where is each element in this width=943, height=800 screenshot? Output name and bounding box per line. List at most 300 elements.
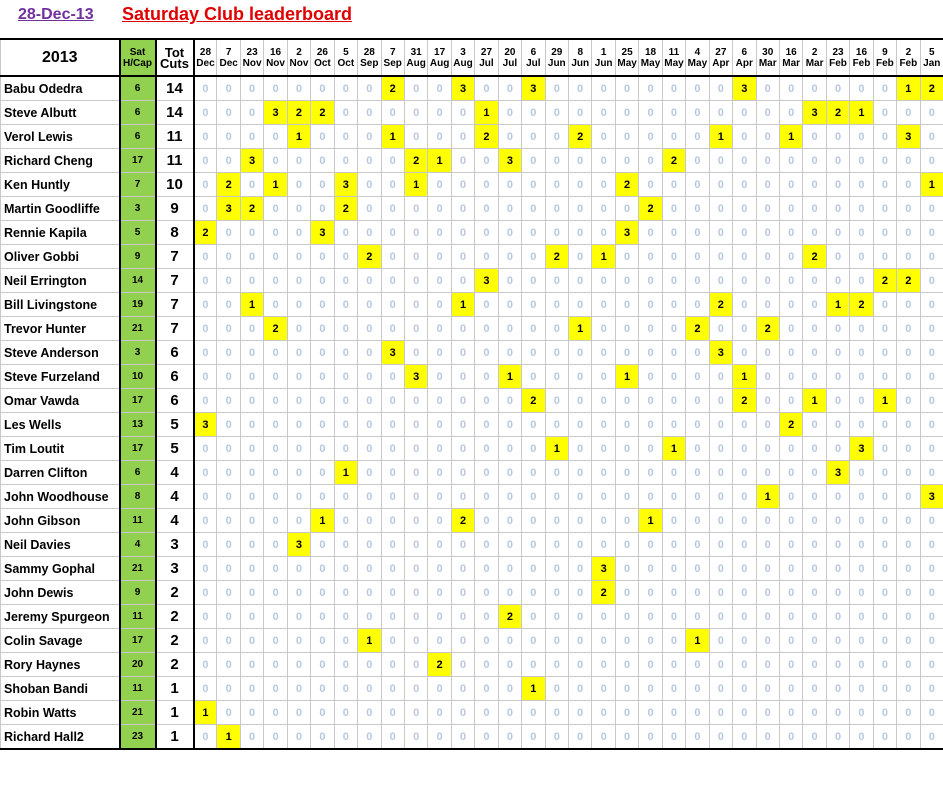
player-handicap[interactable]: 14 [120, 269, 156, 293]
cut-cell[interactable]: 0 [287, 461, 310, 485]
player-total-cuts[interactable]: 5 [156, 437, 194, 461]
date-header[interactable] [217, 39, 240, 76]
cut-cell[interactable]: 2 [287, 101, 310, 125]
cut-cell[interactable]: 0 [779, 389, 802, 413]
cut-cell[interactable]: 0 [850, 125, 873, 149]
cut-cell[interactable]: 0 [897, 461, 920, 485]
cut-cell[interactable]: 0 [686, 76, 709, 101]
cut-cell[interactable]: 0 [240, 389, 263, 413]
cut-cell[interactable]: 0 [826, 605, 849, 629]
cut-cell[interactable]: 0 [569, 173, 592, 197]
cut-cell[interactable]: 0 [897, 173, 920, 197]
cut-cell[interactable]: 0 [498, 293, 521, 317]
cut-cell[interactable]: 0 [569, 197, 592, 221]
cut-cell[interactable]: 0 [615, 76, 638, 101]
cut-cell[interactable]: 0 [615, 509, 638, 533]
cut-cell[interactable]: 0 [311, 317, 334, 341]
player-total-cuts[interactable]: 3 [156, 557, 194, 581]
cut-cell[interactable]: 3 [733, 76, 756, 101]
cut-cell[interactable]: 0 [733, 653, 756, 677]
hcap-header[interactable] [120, 39, 156, 76]
cut-cell[interactable]: 2 [615, 173, 638, 197]
cut-cell[interactable]: 0 [873, 485, 896, 509]
cut-cell[interactable]: 0 [428, 341, 451, 365]
player-name[interactable]: Babu Odedra [1, 76, 120, 101]
cut-cell[interactable]: 0 [334, 509, 357, 533]
cut-cell[interactable]: 0 [850, 509, 873, 533]
cut-cell[interactable]: 0 [826, 197, 849, 221]
cut-cell[interactable]: 0 [709, 581, 732, 605]
player-handicap[interactable]: 17 [120, 437, 156, 461]
cut-cell[interactable]: 0 [662, 629, 685, 653]
cut-cell[interactable]: 0 [240, 269, 263, 293]
cut-cell[interactable]: 0 [545, 269, 568, 293]
cut-cell[interactable]: 0 [756, 653, 779, 677]
cut-cell[interactable]: 0 [358, 317, 381, 341]
cut-cell[interactable]: 0 [615, 197, 638, 221]
cut-cell[interactable]: 0 [897, 149, 920, 173]
cut-cell[interactable]: 0 [498, 245, 521, 269]
player-total-cuts[interactable]: 3 [156, 533, 194, 557]
cut-cell[interactable]: 0 [686, 509, 709, 533]
cut-cell[interactable]: 0 [194, 677, 217, 701]
cut-cell[interactable]: 0 [756, 629, 779, 653]
cut-cell[interactable]: 0 [311, 245, 334, 269]
cut-cell[interactable]: 0 [311, 125, 334, 149]
cut-cell[interactable]: 0 [498, 629, 521, 653]
cut-cell[interactable]: 0 [428, 317, 451, 341]
cut-cell[interactable]: 0 [404, 581, 427, 605]
cut-cell[interactable]: 0 [850, 485, 873, 509]
cut-cell[interactable]: 0 [686, 605, 709, 629]
cut-cell[interactable]: 0 [404, 725, 427, 750]
cut-cell[interactable]: 0 [498, 437, 521, 461]
cut-cell[interactable]: 0 [709, 221, 732, 245]
cut-cell[interactable]: 3 [381, 341, 404, 365]
cut-cell[interactable]: 0 [358, 557, 381, 581]
date-header[interactable] [662, 39, 685, 76]
cut-cell[interactable]: 0 [358, 269, 381, 293]
cut-cell[interactable]: 0 [920, 389, 943, 413]
cut-cell[interactable]: 0 [756, 413, 779, 437]
cut-cell[interactable]: 0 [733, 581, 756, 605]
cut-cell[interactable]: 0 [686, 245, 709, 269]
cut-cell[interactable]: 0 [498, 221, 521, 245]
cut-cell[interactable]: 0 [498, 173, 521, 197]
date-header[interactable] [334, 39, 357, 76]
cut-cell[interactable]: 0 [264, 605, 287, 629]
cut-cell[interactable]: 0 [498, 653, 521, 677]
cut-cell[interactable]: 0 [334, 725, 357, 750]
cut-cell[interactable]: 0 [451, 269, 474, 293]
cut-cell[interactable]: 3 [803, 101, 826, 125]
cut-cell[interactable]: 0 [287, 341, 310, 365]
cut-cell[interactable]: 0 [592, 173, 615, 197]
cut-cell[interactable]: 0 [850, 269, 873, 293]
cut-cell[interactable]: 0 [287, 581, 310, 605]
cut-cell[interactable]: 0 [264, 197, 287, 221]
cut-cell[interactable]: 0 [404, 557, 427, 581]
cut-cell[interactable]: 0 [334, 485, 357, 509]
cut-cell[interactable]: 0 [194, 197, 217, 221]
cut-cell[interactable]: 0 [569, 653, 592, 677]
cut-cell[interactable]: 2 [522, 389, 545, 413]
cut-cell[interactable]: 0 [287, 413, 310, 437]
cut-cell[interactable]: 0 [756, 101, 779, 125]
cut-cell[interactable]: 0 [194, 149, 217, 173]
cut-cell[interactable]: 0 [217, 317, 240, 341]
cut-cell[interactable]: 0 [615, 677, 638, 701]
player-total-cuts[interactable]: 6 [156, 365, 194, 389]
cut-cell[interactable]: 0 [545, 461, 568, 485]
cut-cell[interactable]: 1 [639, 509, 662, 533]
date-header[interactable] [404, 39, 427, 76]
cut-cell[interactable]: 1 [826, 293, 849, 317]
cut-cell[interactable]: 0 [428, 125, 451, 149]
cut-cell[interactable]: 0 [639, 653, 662, 677]
cut-cell[interactable]: 0 [217, 293, 240, 317]
cut-cell[interactable]: 0 [756, 437, 779, 461]
cut-cell[interactable]: 0 [311, 76, 334, 101]
player-name[interactable]: Verol Lewis [1, 125, 120, 149]
cut-cell[interactable]: 0 [451, 437, 474, 461]
total-cuts-header[interactable] [156, 39, 194, 76]
cut-cell[interactable]: 0 [639, 245, 662, 269]
cut-cell[interactable]: 0 [920, 413, 943, 437]
cut-cell[interactable]: 2 [779, 413, 802, 437]
cut-cell[interactable]: 0 [592, 629, 615, 653]
cut-cell[interactable]: 0 [217, 341, 240, 365]
cut-cell[interactable]: 0 [662, 581, 685, 605]
cut-cell[interactable]: 0 [264, 725, 287, 750]
player-name[interactable]: Martin Goodliffe [1, 197, 120, 221]
cut-cell[interactable]: 0 [686, 365, 709, 389]
player-handicap[interactable]: 21 [120, 557, 156, 581]
cut-cell[interactable]: 0 [451, 701, 474, 725]
cut-cell[interactable]: 0 [358, 485, 381, 509]
date-header[interactable] [194, 39, 217, 76]
cut-cell[interactable]: 0 [615, 557, 638, 581]
cut-cell[interactable]: 0 [615, 413, 638, 437]
cut-cell[interactable]: 0 [756, 293, 779, 317]
cut-cell[interactable]: 0 [615, 605, 638, 629]
cut-cell[interactable]: 0 [287, 629, 310, 653]
cut-cell[interactable]: 0 [897, 725, 920, 750]
player-name[interactable]: Trevor Hunter [1, 317, 120, 341]
cut-cell[interactable]: 0 [545, 341, 568, 365]
cut-cell[interactable]: 0 [756, 581, 779, 605]
cut-cell[interactable]: 0 [686, 413, 709, 437]
cut-cell[interactable]: 0 [639, 341, 662, 365]
date-header[interactable] [240, 39, 263, 76]
cut-cell[interactable]: 0 [826, 677, 849, 701]
cut-cell[interactable]: 0 [264, 509, 287, 533]
cut-cell[interactable]: 0 [686, 389, 709, 413]
cut-cell[interactable]: 0 [615, 533, 638, 557]
cut-cell[interactable]: 0 [615, 389, 638, 413]
cut-cell[interactable]: 0 [662, 317, 685, 341]
cut-cell[interactable]: 0 [662, 389, 685, 413]
cut-cell[interactable]: 0 [287, 76, 310, 101]
player-total-cuts[interactable]: 9 [156, 197, 194, 221]
cut-cell[interactable]: 0 [498, 485, 521, 509]
cut-cell[interactable]: 0 [428, 533, 451, 557]
cut-cell[interactable]: 0 [545, 629, 568, 653]
cut-cell[interactable]: 0 [850, 221, 873, 245]
cut-cell[interactable]: 0 [850, 605, 873, 629]
cut-cell[interactable]: 0 [779, 677, 802, 701]
cut-cell[interactable]: 0 [475, 76, 498, 101]
player-total-cuts[interactable]: 7 [156, 317, 194, 341]
cut-cell[interactable]: 0 [194, 125, 217, 149]
cut-cell[interactable]: 0 [358, 413, 381, 437]
cut-cell[interactable]: 0 [779, 533, 802, 557]
cut-cell[interactable]: 0 [311, 725, 334, 750]
cut-cell[interactable]: 0 [920, 101, 943, 125]
cut-cell[interactable]: 0 [264, 293, 287, 317]
player-name[interactable]: Rory Haynes [1, 653, 120, 677]
cut-cell[interactable]: 0 [498, 509, 521, 533]
player-total-cuts[interactable]: 1 [156, 725, 194, 750]
cut-cell[interactable]: 0 [686, 557, 709, 581]
cut-cell[interactable]: 0 [428, 221, 451, 245]
cut-cell[interactable]: 0 [334, 533, 357, 557]
cut-cell[interactable]: 0 [475, 317, 498, 341]
player-name[interactable]: Neil Errington [1, 269, 120, 293]
cut-cell[interactable]: 0 [498, 76, 521, 101]
cut-cell[interactable]: 0 [381, 581, 404, 605]
cut-cell[interactable]: 0 [217, 533, 240, 557]
cut-cell[interactable]: 0 [428, 245, 451, 269]
player-name[interactable]: Steve Albutt [1, 101, 120, 125]
cut-cell[interactable]: 0 [428, 101, 451, 125]
cut-cell[interactable]: 0 [240, 317, 263, 341]
cut-cell[interactable]: 0 [240, 725, 263, 750]
cut-cell[interactable]: 0 [639, 413, 662, 437]
player-total-cuts[interactable]: 11 [156, 125, 194, 149]
cut-cell[interactable]: 0 [897, 605, 920, 629]
player-handicap[interactable]: 11 [120, 509, 156, 533]
cut-cell[interactable]: 0 [709, 365, 732, 389]
date-header[interactable] [287, 39, 310, 76]
cut-cell[interactable]: 0 [873, 125, 896, 149]
cut-cell[interactable]: 2 [662, 149, 685, 173]
cut-cell[interactable]: 0 [217, 485, 240, 509]
cut-cell[interactable]: 0 [779, 269, 802, 293]
cut-cell[interactable]: 0 [217, 149, 240, 173]
cut-cell[interactable]: 3 [592, 557, 615, 581]
cut-cell[interactable]: 0 [381, 533, 404, 557]
player-total-cuts[interactable]: 6 [156, 341, 194, 365]
cut-cell[interactable]: 0 [639, 173, 662, 197]
cut-cell[interactable]: 0 [287, 509, 310, 533]
cut-cell[interactable]: 0 [709, 509, 732, 533]
cut-cell[interactable]: 0 [756, 533, 779, 557]
cut-cell[interactable]: 0 [686, 677, 709, 701]
cut-cell[interactable]: 0 [733, 101, 756, 125]
cut-cell[interactable]: 0 [522, 557, 545, 581]
player-total-cuts[interactable]: 4 [156, 461, 194, 485]
player-name[interactable]: Bill Livingstone [1, 293, 120, 317]
player-name[interactable]: Omar Vawda [1, 389, 120, 413]
cut-cell[interactable]: 0 [334, 413, 357, 437]
cut-cell[interactable]: 0 [686, 293, 709, 317]
player-total-cuts[interactable]: 8 [156, 221, 194, 245]
cut-cell[interactable]: 0 [311, 653, 334, 677]
cut-cell[interactable]: 0 [756, 341, 779, 365]
cut-cell[interactable]: 0 [662, 533, 685, 557]
cut-cell[interactable]: 0 [334, 101, 357, 125]
cut-cell[interactable]: 0 [850, 149, 873, 173]
cut-cell[interactable]: 0 [639, 461, 662, 485]
cut-cell[interactable]: 0 [311, 605, 334, 629]
player-name[interactable]: Neil Davies [1, 533, 120, 557]
cut-cell[interactable]: 1 [264, 173, 287, 197]
cut-cell[interactable]: 0 [803, 197, 826, 221]
cut-cell[interactable]: 0 [779, 221, 802, 245]
cut-cell[interactable]: 0 [498, 125, 521, 149]
cut-cell[interactable]: 3 [194, 413, 217, 437]
cut-cell[interactable]: 0 [404, 437, 427, 461]
cut-cell[interactable]: 0 [662, 173, 685, 197]
cut-cell[interactable]: 0 [639, 389, 662, 413]
cut-cell[interactable]: 0 [850, 677, 873, 701]
player-name[interactable]: Les Wells [1, 413, 120, 437]
cut-cell[interactable]: 0 [592, 605, 615, 629]
cut-cell[interactable]: 0 [498, 557, 521, 581]
cut-cell[interactable]: 0 [404, 221, 427, 245]
cut-cell[interactable]: 0 [498, 413, 521, 437]
date-header[interactable] [686, 39, 709, 76]
cut-cell[interactable]: 0 [475, 461, 498, 485]
cut-cell[interactable]: 0 [826, 269, 849, 293]
cut-cell[interactable]: 0 [873, 245, 896, 269]
cut-cell[interactable]: 3 [475, 269, 498, 293]
cut-cell[interactable]: 0 [404, 653, 427, 677]
cut-cell[interactable]: 0 [522, 701, 545, 725]
cut-cell[interactable]: 0 [686, 653, 709, 677]
cut-cell[interactable]: 0 [475, 221, 498, 245]
cut-cell[interactable]: 0 [897, 365, 920, 389]
cut-cell[interactable]: 0 [615, 725, 638, 750]
cut-cell[interactable]: 1 [451, 293, 474, 317]
cut-cell[interactable]: 0 [264, 341, 287, 365]
cut-cell[interactable]: 0 [381, 413, 404, 437]
cut-cell[interactable]: 0 [264, 245, 287, 269]
player-total-cuts[interactable]: 10 [156, 173, 194, 197]
date-header[interactable] [897, 39, 920, 76]
cut-cell[interactable]: 0 [709, 101, 732, 125]
cut-cell[interactable]: 0 [873, 677, 896, 701]
cut-cell[interactable]: 0 [826, 221, 849, 245]
cut-cell[interactable]: 2 [803, 245, 826, 269]
cut-cell[interactable]: 0 [311, 557, 334, 581]
cut-cell[interactable]: 0 [404, 629, 427, 653]
cut-cell[interactable]: 1 [287, 125, 310, 149]
cut-cell[interactable]: 0 [264, 269, 287, 293]
cut-cell[interactable]: 0 [733, 341, 756, 365]
cut-cell[interactable]: 0 [756, 245, 779, 269]
cut-cell[interactable]: 0 [334, 389, 357, 413]
cut-cell[interactable]: 0 [592, 317, 615, 341]
cut-cell[interactable]: 0 [756, 509, 779, 533]
cut-cell[interactable]: 0 [779, 653, 802, 677]
cut-cell[interactable]: 0 [756, 461, 779, 485]
date-header[interactable] [803, 39, 826, 76]
cut-cell[interactable]: 0 [803, 76, 826, 101]
cut-cell[interactable]: 0 [311, 341, 334, 365]
cut-cell[interactable]: 0 [498, 461, 521, 485]
cut-cell[interactable]: 3 [217, 197, 240, 221]
cut-cell[interactable]: 0 [662, 293, 685, 317]
cut-cell[interactable]: 0 [873, 605, 896, 629]
cut-cell[interactable]: 0 [311, 677, 334, 701]
cut-cell[interactable]: 0 [404, 701, 427, 725]
cut-cell[interactable]: 0 [850, 389, 873, 413]
cut-cell[interactable]: 0 [381, 245, 404, 269]
cut-cell[interactable]: 0 [240, 221, 263, 245]
cut-cell[interactable]: 0 [779, 245, 802, 269]
cut-cell[interactable]: 0 [475, 485, 498, 509]
cut-cell[interactable]: 0 [522, 221, 545, 245]
cut-cell[interactable]: 1 [592, 245, 615, 269]
cut-cell[interactable]: 0 [522, 533, 545, 557]
cut-cell[interactable]: 0 [756, 76, 779, 101]
cut-cell[interactable]: 0 [873, 437, 896, 461]
cut-cell[interactable]: 0 [194, 725, 217, 750]
cut-cell[interactable]: 0 [311, 461, 334, 485]
cut-cell[interactable]: 0 [873, 365, 896, 389]
cut-cell[interactable]: 0 [428, 485, 451, 509]
cut-cell[interactable]: 0 [194, 605, 217, 629]
cut-cell[interactable]: 0 [428, 197, 451, 221]
cut-cell[interactable]: 0 [920, 629, 943, 653]
cut-cell[interactable]: 0 [709, 605, 732, 629]
cut-cell[interactable]: 0 [592, 725, 615, 750]
cut-cell[interactable]: 0 [240, 533, 263, 557]
cut-cell[interactable]: 0 [475, 677, 498, 701]
cut-cell[interactable]: 0 [756, 725, 779, 750]
cut-cell[interactable]: 0 [826, 149, 849, 173]
cut-cell[interactable]: 0 [803, 269, 826, 293]
cut-cell[interactable]: 0 [733, 269, 756, 293]
cut-cell[interactable]: 0 [358, 701, 381, 725]
cut-cell[interactable]: 0 [709, 533, 732, 557]
cut-cell[interactable]: 0 [334, 557, 357, 581]
cut-cell[interactable]: 0 [545, 149, 568, 173]
cut-cell[interactable]: 0 [287, 389, 310, 413]
cut-cell[interactable]: 0 [592, 221, 615, 245]
cut-cell[interactable]: 1 [334, 461, 357, 485]
cut-cell[interactable]: 0 [615, 629, 638, 653]
cut-cell[interactable]: 0 [615, 341, 638, 365]
cut-cell[interactable]: 0 [897, 389, 920, 413]
cut-cell[interactable]: 0 [545, 485, 568, 509]
cut-cell[interactable]: 0 [194, 365, 217, 389]
player-handicap[interactable]: 6 [120, 76, 156, 101]
cut-cell[interactable]: 0 [451, 125, 474, 149]
cut-cell[interactable]: 0 [358, 533, 381, 557]
cut-cell[interactable]: 0 [451, 413, 474, 437]
cut-cell[interactable]: 0 [686, 341, 709, 365]
player-handicap[interactable]: 6 [120, 101, 156, 125]
cut-cell[interactable]: 0 [639, 365, 662, 389]
cut-cell[interactable]: 0 [381, 293, 404, 317]
date-header[interactable] [522, 39, 545, 76]
cut-cell[interactable]: 0 [686, 173, 709, 197]
cut-cell[interactable]: 0 [334, 293, 357, 317]
cut-cell[interactable]: 2 [428, 653, 451, 677]
